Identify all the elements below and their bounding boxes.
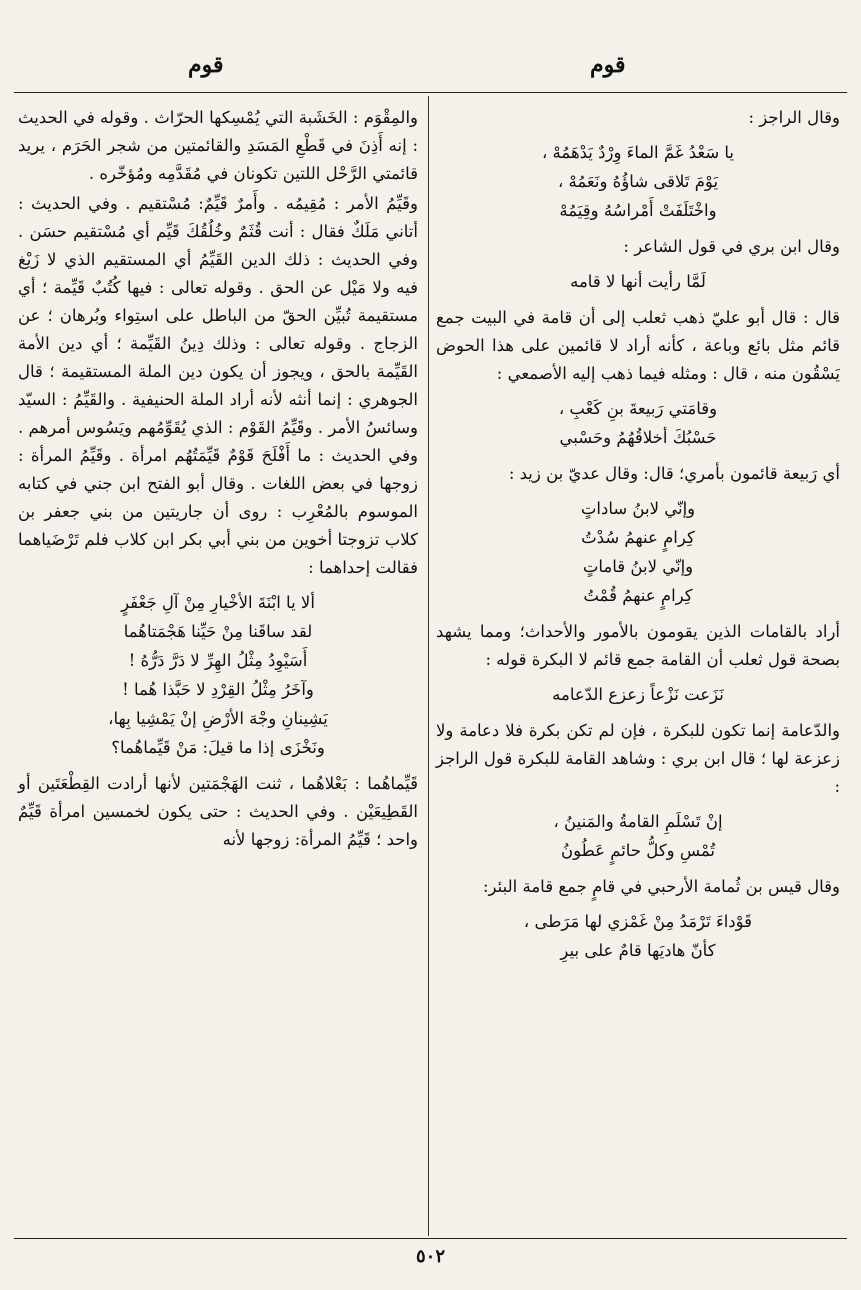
verse-line: كِرامٍ عنهمُ سُدْتُ: [581, 528, 695, 547]
verse-line: ألا يا ابْنَةَ الأخْيارِ مِنْ آلِ جَعْفَرٍ: [121, 593, 315, 612]
verse-block: [436, 494, 840, 610]
verse-line: تُمْسِ وكلُّ حائمٍ عَطُونُ: [560, 841, 716, 860]
verse-line: يَشِينانِ وجْهَ الأرْضِ إنْ يَمْشِيا بِها،: [108, 709, 328, 728]
column-divider: [428, 96, 429, 1236]
page-number: ٥٠٢: [415, 1246, 445, 1267]
verse-line: نَزَعت نَزْعاً زعزع الدّعامه: [552, 685, 724, 704]
header-rule: [14, 92, 847, 93]
verse-line: وإنّي لابنُ قاماتٍ: [582, 557, 694, 576]
verse-block: [436, 807, 840, 865]
paragraph: أي رَبيعة قائمون بأمري؛ قال: وقال عديّ بن زيد :: [508, 464, 840, 483]
paragraph: قال : قال أبو عليّ ذهب ثعلب إلى أن قامة في البيت جمع قائم مثل بائع وباعة ، كأنه أراد لا قائمين على هذا الحوض يَسْقُون منه ، قال : ومثله فيما ذهب إليه الأصمعي :: [436, 308, 840, 383]
paragraph: والمِقْوَم : الخَشَبة التي يُمْسِكها الحرّاث . وقوله في الحديث : إنه أَذِنَ في قَطْعِ المَسَدِ والقائمتين من شجر الحَرَم ، يريد قائمتي الرَّحْل اللتين تكونان في مُقَدَّمِه ومُؤخّره .: [18, 108, 418, 183]
footer-rule: [14, 1238, 847, 1239]
verse-line: إنْ تَسْلَمِ القامةُ والمَنينُ ،: [553, 812, 723, 831]
verse-line: وقامَتي رَبيعةَ بنِ كَعْبِ ،: [558, 399, 718, 418]
verse-block: [18, 588, 418, 762]
header-keyword-right: قوم: [590, 52, 626, 78]
verse-line: وإنّي لابنُ ساداتٍ: [580, 499, 696, 518]
paragraph: قَيِّماهُما : بَعْلاهُما ، ثنت الهَجْمَتين لأنها أرادت القِطْعَتَين أو القَطِيعَيْن . وفي الحديث : حتى يكون لخمسين امرأة قَيِّمٌ واحد ؛ قَيِّمُ المرأة: زوجها لأنه: [18, 774, 418, 849]
verse-line: ونَخْزَى إذا ما قيلَ: مَنْ قَيِّماهُما؟: [111, 738, 325, 757]
verse-line: حَسْبُكَ أخلاقُهُمُ وحَسْبي: [559, 428, 717, 447]
verse-block: [436, 267, 840, 296]
header-keyword-left: قوم: [188, 52, 224, 78]
left-column: [18, 104, 418, 856]
verse-block: [436, 138, 840, 225]
verse-line: كِرامٍ عنهمُ قُمْتُ: [583, 586, 693, 605]
verse-line: لقد ساقَنا مِنْ حَيِّنا هَجْمَتاهُما: [123, 622, 313, 641]
paragraph: وقال ابن بري في قول الشاعر :: [623, 237, 840, 256]
right-column: [436, 104, 840, 973]
verse-line: أَسَيْوِدُ مِثْلُ الهِرِّ لا دَرَّ دَرُّهُ !: [128, 651, 308, 670]
paragraph: وقَيِّمُ الأمر : مُقِيمُه . وأَمرٌ قَيِّمٌ: مُسْتقيم . وفي الحديث : أتاني مَلَكٌ فقال : أنت قُثَمٌ وخُلُقُكَ قَيِّم أي مُسْتقيم حسَن . وفي الحديث : ذلك الدين القَيِّمُ أي المستقيم الذي لا زَيْغ فيه ولا مَيْل عن الحق . وقوله تعالى : فيها كُتُبٌ قَيِّمة ؛ أي مستقيمة تُبيِّن الحقّ من الباطل على استِواء وبُرهان ؛ عن الزجاج . وقوله تعالى : وذلك دِينُ القَيِّمة ؛ أي دين الأمة القَيِّمة بالحق ، ويجوز أن يكون دين الملة المستقيمة ؛ قال الجوهري : إنما أنثه لأنه أراد الملة الحنيفية . والقَيِّمُ : السيّد وسائسُ الأمر . وقَيِّمُ القَوْم : الذي يُقَوِّمُهم ويَسُوس أمرهم . وفي الحديث : ما أَفْلَحَ قَوْمٌ قَيِّمَتُهُم امرأة . وقَيِّمُ المرأة : زوجها في بعض اللغات . وقال أبو الفتح ابن جني في كتابه الموسوم بالمُعْرِب : روى أن جاريتين من بني جعفر بن كلاب تزوجتا أخوين من بني أبي بكر ابن كلاب فلم تَرْضَياهما فقالت إحداهما :: [18, 194, 418, 577]
verse-line: كأنّ هاديَها قامٌ على بيرِ: [560, 941, 716, 960]
verse-line: لَمَّا رأيت أنها لا قامه: [570, 272, 706, 291]
verse-block: [436, 907, 840, 965]
paragraph: وقال قيس بن ثُمامة الأرحبي في قامٍ جمع قامة البئر:: [483, 877, 840, 896]
verse-block: [436, 394, 840, 452]
verse-line: يا سَعْدُ غَمَّ الماءَ وِرْدٌ يَدْهَمُهْ ،: [541, 143, 735, 162]
paragraph: أراد بالقامات الذين يقومون بالأمور والأحداث؛ ومما يشهد بصحة قول ثعلب أن القامة جمع قائم لا البكرة قوله :: [436, 622, 840, 669]
verse-line: واخْتَلَفَتْ أَمْراسُهُ وقِيَمُهْ: [559, 201, 717, 220]
verse-line: يَوْمَ تَلاقى شاؤُهُ ونَعَمُهْ ،: [557, 172, 719, 191]
verse-line: قَوْداءَ تَرْمَدُ مِنْ غَمْزي لها مَرَطى ،: [523, 912, 753, 931]
paragraph: وقال الراجز :: [748, 108, 840, 127]
verse-block: [436, 680, 840, 709]
paragraph: والدّعامة إنما تكون للبكرة ، فإن لم تكن بكرة فلا دعامة ولا زعزعة لها ؛ قال ابن بري : وشاهد القامة للبكرة قول الراجز :: [436, 721, 840, 796]
verse-line: وآخَرُ مِثْلُ القِرْدِ لا حَبَّذا هُما !: [122, 680, 314, 699]
